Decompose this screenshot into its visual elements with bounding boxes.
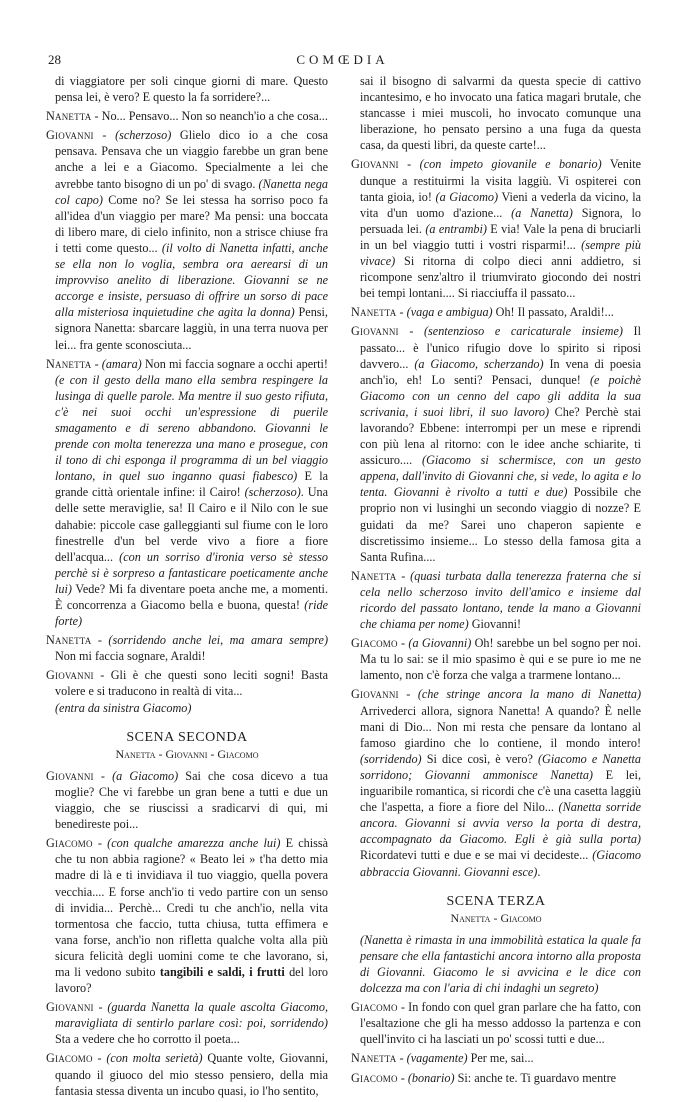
stage-direction: (sentenzioso e caricaturale insieme) xyxy=(423,324,623,339)
paragraph xyxy=(46,73,328,105)
speaker: Nanetta xyxy=(46,356,92,371)
stage-direction: (Giacomo e Nanetta sorridono; Giovanni ammonisce Nanetta) xyxy=(360,751,641,782)
text: Si: anche te. Ti guardavo mentre xyxy=(454,1070,617,1085)
text: E la grande città orientale infine: il Cairo! xyxy=(55,469,328,500)
speaker: Giovanni xyxy=(46,768,94,783)
dialogue-line xyxy=(351,686,641,879)
speaker: Nanetta xyxy=(46,633,92,648)
separator: - xyxy=(397,636,409,651)
stage-direction: (a Giacomo) xyxy=(435,189,499,204)
separator: - xyxy=(92,836,108,851)
stage-direction: (scherzoso) xyxy=(244,485,301,500)
dialogue-line xyxy=(351,156,641,301)
stage-direction: (e poichè Giacomo con un cenno del capo gli addita la sua scrivania, i suoi libri, il suo lavoro) xyxy=(360,372,641,419)
speaker: Nanetta xyxy=(46,109,92,124)
stage-direction: (Giacomo si schermisce, con un gesto appena, dall'invito di Giovanni che, si vede, lo agita e lo tenta. Giovanni è rivolto a tutti e due) xyxy=(360,453,642,500)
scene-characters: Nanetta - Giovanni - Giacomo xyxy=(115,746,259,761)
separator: - xyxy=(398,157,420,172)
text: In fondo con quel gran parlare che ha fatto, con l'esaltazione che gli ha messo addosso la partenza e con quell'invito ci ha lasciati un po' scossi tutti e due... xyxy=(360,1000,642,1047)
text: Venite dunque a restituirmi la visita laggiù. Vi ospiterei con tanta gioia, io! xyxy=(360,157,642,204)
dialogue-line xyxy=(46,127,328,352)
stage-direction: (sorridendo anche lei, ma amara sempre) xyxy=(108,633,329,648)
separator: - xyxy=(93,768,113,783)
dialogue-line xyxy=(46,768,328,832)
speaker: Giacomo xyxy=(351,1000,398,1015)
text: Oh! sarebbe un bel sogno per noi. Ma tu lo sai: se il mio spasimo è qui e se pure io me ne lamento, non c'è forza che valga a trarmene lontano... xyxy=(360,636,641,683)
text: Che? Perchè stai lavorando? Ebbene: interrompi per un mese e riprendi con più lena al ritorno: con le idee anche schiarite, ti assicuro.... xyxy=(360,404,642,468)
stage-direction: (Giacomo abbraccia Giovanni. Giovanni esce) xyxy=(360,848,641,879)
stage-direction: (a Nanetta) xyxy=(511,205,573,220)
text: Il passato... è l'unico rifugio dove lo spirito si riposi davvero... xyxy=(360,324,642,371)
speaker: Giacomo xyxy=(46,836,93,851)
dialogue-line xyxy=(351,1050,641,1066)
stage-direction: (con impeto giovanile e bonario) xyxy=(419,157,602,172)
dialogue-line xyxy=(46,356,328,630)
text: Pensi, signora Nanetta: sbarcare laggiù, in una terra nuova per lei... fra gente sconosciuta... xyxy=(55,305,328,352)
text: No... Pensavo... Non so neanch'io a che cosa... xyxy=(101,109,328,124)
text: Come no? Se lei stessa ha sorriso poco fa all'idea d'un viaggio per mare? Ma pensi: una boccata di libero mare, di cielo infinito, non a strisce chiuse fra i tetti come questo... xyxy=(55,192,329,255)
speaker: Giovanni xyxy=(351,687,399,702)
dialogue-line xyxy=(46,835,328,996)
separator: - xyxy=(93,128,116,143)
stage-direction: (a Giacomo, scherzando) xyxy=(414,356,544,371)
stage-direction: (Nanetta è rimasta in una immobilità estatica la quale fa pensare che ella fantastichi ancora intorno alla proposta di Giovanni. Giacomo le si avvicina e le dice con dolcezza ma con l'aria di chi indaghi un segreto) xyxy=(360,932,641,996)
dialogue-line xyxy=(351,568,641,632)
text: Non mi faccia sognare a occhi aperti! xyxy=(141,356,328,371)
stage-direction: (amara) xyxy=(101,356,142,371)
stage-direction: (con un sorriso d'ironia verso sè stesso perchè si è sorpreso a fantasticare poeticamente anche lui) xyxy=(55,549,328,596)
stage-direction: (con qualche amarezza anche lui) xyxy=(107,836,281,851)
text: . Una delle sette meraviglie, sa! Il Cairo e il Nilo con le sue dahabie: piccole case galleggianti sul fiume con le loro finestrelle d'un bel verde vivo a fiore a fiore dell'acqua... xyxy=(55,485,328,564)
text: Sai che cosa dicevo a tua moglie? Che vi farebbe un gran bene a tutti e due un viaggio, che se riuscissi a sradicarvi di qui, mi benedireste poi... xyxy=(55,768,328,832)
text: Oh! Il passato, Araldi!... xyxy=(492,305,614,320)
stage-direction: (entra da sinistra Giacomo) xyxy=(55,700,192,715)
dialogue-line xyxy=(46,108,328,124)
speaker: Giovanni xyxy=(46,1000,94,1015)
page-number: 28 xyxy=(48,52,61,67)
text: Vieni a vederla da vicino, la vita d'un uomo d'azione... xyxy=(360,189,642,220)
right-column xyxy=(351,73,641,1089)
text: E lei, inguaribile romantica, si ricordi che c'è una casetta laggiù che l'aspetta, a fiore a fiore del Nilo... xyxy=(360,767,641,815)
stage-direction: (vaga e ambigua) xyxy=(406,305,493,320)
speaker: Giacomo xyxy=(351,1070,398,1085)
separator: - xyxy=(397,1000,409,1015)
text: Gli è che questi sono leciti sogni! Basta volere e si traducono in realtà di vita... xyxy=(55,668,328,699)
speaker: Giovanni xyxy=(46,668,94,683)
scene-characters: Nanetta - Giacomo xyxy=(450,910,542,925)
dialogue-line xyxy=(351,304,641,320)
dialogue-line xyxy=(46,667,328,699)
scene-title: SCENA SECONDA xyxy=(126,729,248,745)
dialogue-line xyxy=(351,323,641,564)
separator: - xyxy=(397,1070,408,1085)
bold-text: tangibili e saldi, i frutti xyxy=(159,964,285,979)
text: Quante volte, Giovanni, quando il giuoco del mio stesso pensiero, della mia fantasia stessa diventa un incubo quasi, io l'ho sentito, xyxy=(55,1051,329,1098)
speaker: Nanetta xyxy=(351,568,397,583)
text: Glielo dico io a che cosa pensava. Pensava che un viaggio farebbe un gran bene anche a lei e a Giacomo. Specialmente a lei che avrebbe tanto bisogno di un po' di svago. xyxy=(55,128,329,191)
separator: - xyxy=(93,1000,108,1015)
stage-direction: (sorridendo) xyxy=(360,751,422,766)
stage-direction: (Nanetta sorride ancora. Giovanni si avvia verso la porta di destra, accompagnato da Giacomo. Egli è già sulla porta) xyxy=(360,800,641,847)
text: . xyxy=(537,864,541,879)
speaker: Giacomo xyxy=(351,636,398,651)
text: Si dice così, è vero? xyxy=(421,751,538,766)
stage-direction: (che stringe ancora la mano di Nanetta) xyxy=(417,687,642,702)
stage-direction: (ride forte) xyxy=(55,598,328,629)
separator: - xyxy=(92,1051,107,1066)
stage-direction: (vagamente) xyxy=(406,1051,468,1066)
stage-direction: (Nanetta nega col capo) xyxy=(55,176,329,207)
stage-direction: (a Giacomo) xyxy=(112,768,179,783)
separator: - xyxy=(91,356,102,371)
text: sai il bisogno di salvarmi da questa specie di cattivo incantesimo, e ho invocato una fatica magari brutale, che stancasse i miei muscoli, ho invocato comunque una liberazione, ho pensato persino a una fuga da questa casa, da questi libri, da queste carte!... xyxy=(360,74,641,153)
dialogue-line xyxy=(351,635,641,683)
text: del loro lavoro? xyxy=(55,964,328,996)
speaker: Giovanni xyxy=(46,128,94,143)
text: Giovanni! xyxy=(468,617,522,632)
text: Arrivederci allora, signora Nanetta! A quando? È nelle mani di Dio... Non mi resta che pensare da lontano al famoso giardino che lo contiene, il mondo intero! xyxy=(360,703,641,750)
text: E chissà che tu non abbia ragione? « Beato lei » t'ha detto mia madre di là e ti invidiava il tuo viaggio, quella povera vecchia.... E forse anch'io ti vedo partire con un senso di invidia... Perchè... Credi tu che anch'io, nella vita tormentosa che faccio, tutta chiusa, tutta effimera e vana forse, anch'io non rifletta qualche volta alla più sicura felicità degli uomini come te che lavorano, si, ma li vedono subito xyxy=(55,836,329,979)
separator: - xyxy=(398,687,418,702)
stage-direction: (e con il gesto della mano ella sembra respingere la lusinga di quelle parole. Ma mentre il suo gesto rifiuta, c'è nei suoi occhi un'espressione di puerile smagamento e di sereno abbandono. Giovanni le prende con molta tenerezza una mano e prosegue, con il tono di chi esponga il programma di un bel viaggio lontano, in quel suo inganno quasi fiabesco) xyxy=(55,372,328,484)
separator: - xyxy=(91,633,109,648)
stage-direction: (scherzoso) xyxy=(115,128,172,143)
left-column xyxy=(46,73,328,1102)
text: Signora, lo persuada lei. xyxy=(360,205,641,236)
separator: - xyxy=(396,305,407,320)
separator: - xyxy=(396,568,411,583)
separator: - xyxy=(91,109,102,124)
dialogue-line xyxy=(351,1070,641,1086)
scene-title: SCENA TERZA xyxy=(446,893,546,909)
stage-direction: (a Giovanni) xyxy=(408,636,472,651)
text: In vena di poesia anch'io, eh! Lo senti? Pensaci, dunque! xyxy=(360,356,641,387)
stage-direction: (con molta serietà) xyxy=(106,1051,203,1066)
separator: - xyxy=(398,324,424,339)
dialogue-line xyxy=(351,999,641,1047)
stage-direction: (quasi turbata dalla tenerezza fraterna che si cela nello scherzoso invito dell'amico e insieme dal ricordo del passato lontano, tende la mano a Giovanni che chiama per nome) xyxy=(360,568,642,632)
text: Ricordatevi tutti e due e se mai vi decideste... xyxy=(360,848,593,863)
text: Sta a vedere che ho corrotto il poeta... xyxy=(55,1032,240,1047)
text: Per me, sai... xyxy=(467,1051,534,1066)
text: Vede? Mi fa diventare poeta anche me, a momenti. È concorrenza a Giacomo bella e buona, questa! xyxy=(55,581,328,612)
dialogue-line xyxy=(46,999,328,1047)
stage-direction: (guarda Nanetta la quale ascolta Giacomo, maravigliata di sentirlo parlare così: poi, sorridendo) xyxy=(55,1000,328,1031)
speaker: Giovanni xyxy=(351,157,399,172)
stage-direction: (il volto di Nanetta infatti, anche se ella non lo voglia, sembra ora aerearsi di un improvviso anelito di liberazione. Giovanni se ne accorge e insiste, persuaso di offrire un sorso di pace alla misteriosa inquietudine che agita la donna) xyxy=(55,240,328,320)
speaker: Giacomo xyxy=(46,1051,93,1066)
text: Non mi faccia sognare, Araldi! xyxy=(55,649,206,664)
text: di viaggiatore per soli cinque giorni di mare. Questo pensa lei, è vero? E questo la fa sorridere?... xyxy=(55,74,328,105)
text: E via! Vale la pena di bruciarli in un bel viaggio tutti i vostri risparmi!... xyxy=(360,221,642,252)
speaker: Nanetta xyxy=(351,1051,397,1066)
stage-direction: (sempre più vivace) xyxy=(360,237,641,269)
speaker: Nanetta xyxy=(351,305,397,320)
paragraph xyxy=(351,73,641,153)
dialogue-line xyxy=(46,1050,328,1098)
separator: - xyxy=(396,1051,407,1066)
speaker: Giovanni xyxy=(351,324,399,339)
separator: - xyxy=(93,668,111,683)
text: Possibile che proprio non vi lusinghi un secondo viaggio di nozze? E guidati da me? Sarei uno chaperon sapiente e discretissimo insieme... Lo stesso della famosa gita a Santa Rufina.... xyxy=(360,485,641,564)
dialogue-line xyxy=(46,632,328,664)
text: Si ritorna di colpo dieci anni addietro, si ricompone senz'altro il triumvirato giocondo dei nostri bei tempi lontani.... Si riacciuffa il passato... xyxy=(360,254,641,301)
stage-direction: (a entrambi) xyxy=(425,221,487,236)
stage-direction: (bonario) xyxy=(407,1070,455,1085)
running-head: COMŒDIA xyxy=(296,52,389,67)
